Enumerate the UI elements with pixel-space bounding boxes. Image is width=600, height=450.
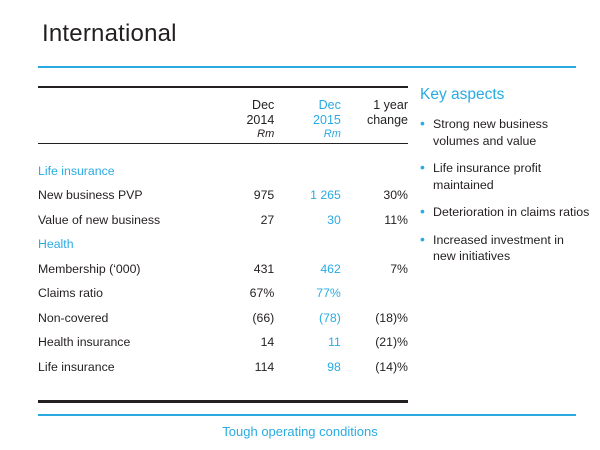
row-label: Claims ratio (38, 286, 103, 300)
row-label: Value of new business (38, 212, 161, 227)
header-col-dec-2015-line2: 2015 (313, 113, 341, 127)
table-units-row (38, 128, 408, 143)
row-value-change (345, 276, 408, 301)
units-col-change (345, 128, 408, 143)
financial-table-container (38, 86, 408, 374)
header-col-change-line1: 1 year (373, 98, 408, 112)
row-value-2015: 11 (328, 335, 341, 349)
table-row (38, 300, 408, 325)
table-row (38, 349, 408, 374)
header-col-dec-2015 (278, 94, 345, 128)
title-divider (38, 66, 576, 68)
table-row (38, 325, 408, 350)
row-value-2014: 14 (260, 335, 275, 349)
row-value-2014 (212, 153, 279, 178)
financial-table (38, 86, 408, 374)
row-value-2014: 27 (260, 212, 275, 227)
row-value-2014: 431 (253, 261, 275, 276)
row-value-2015: 462 (320, 261, 341, 276)
row-label: Membership (‘000) (38, 261, 141, 276)
units-col-2014: Rm (257, 128, 275, 140)
row-label: Health (38, 237, 74, 251)
header-col-dec-2014-line1: Dec (252, 98, 275, 112)
table-row (38, 251, 408, 276)
key-aspects-list (420, 116, 590, 265)
row-value-change (345, 153, 408, 178)
table-row (38, 178, 408, 203)
row-value-change: 11% (384, 212, 408, 227)
row-label: Life insurance (38, 163, 115, 178)
row-label: New business PVP (38, 188, 143, 202)
row-value-2015: 98 (327, 359, 341, 374)
row-value-2015: 77% (316, 286, 341, 300)
header-col-dec-2014-line2: 2014 (246, 113, 275, 127)
row-value-change: 7% (390, 261, 408, 276)
row-label: Health insurance (38, 335, 131, 349)
table-bottom-rule (38, 400, 408, 403)
row-value-2014: 114 (254, 359, 275, 374)
row-value-change (345, 227, 408, 252)
list-item: • Increased investment in new initiatives (420, 232, 590, 265)
row-value-2015: 30 (327, 212, 341, 227)
header-col-dec-2014 (212, 94, 279, 128)
header-col-change (345, 94, 408, 128)
table-row (38, 276, 408, 301)
footer-caption: Tough operating conditions (222, 424, 378, 439)
key-aspects-panel (420, 86, 590, 276)
table-spacer (38, 144, 408, 154)
row-label: Life insurance (38, 359, 115, 374)
key-aspects-heading: Key aspects (420, 86, 505, 103)
page-title: International (42, 20, 177, 47)
row-label: Non-covered (38, 310, 109, 325)
row-value-2015 (278, 153, 345, 178)
list-item: • Life insurance profit maintained (420, 160, 590, 193)
row-value-change: (14)% (375, 359, 408, 374)
row-value-2014 (212, 227, 279, 252)
list-item: • Strong new business volumes and value (420, 116, 590, 149)
table-header-row (38, 94, 408, 128)
header-col-change-line2: change (366, 113, 408, 127)
table-row (38, 227, 408, 252)
row-value-change: 30% (383, 188, 408, 202)
list-item: • Deterioration in claims ratios (420, 204, 590, 221)
row-value-2015: 1 265 (310, 188, 341, 202)
footer-divider (38, 414, 576, 416)
table-row (38, 202, 408, 227)
header-label (38, 94, 212, 128)
table-row (38, 153, 408, 178)
units-col-2015: Rm (323, 128, 341, 140)
table-top-rule (38, 87, 408, 94)
row-value-change: (21)% (375, 335, 408, 349)
header-col-dec-2015-line1: Dec (318, 98, 341, 112)
row-value-2014: (66) (252, 310, 275, 325)
row-value-2014: 67% (249, 286, 275, 300)
row-value-2015 (278, 227, 345, 252)
row-value-2015: (78) (318, 310, 341, 325)
row-value-2014: 975 (253, 188, 275, 202)
row-value-change: (18)% (375, 310, 408, 325)
table-body (38, 87, 408, 374)
